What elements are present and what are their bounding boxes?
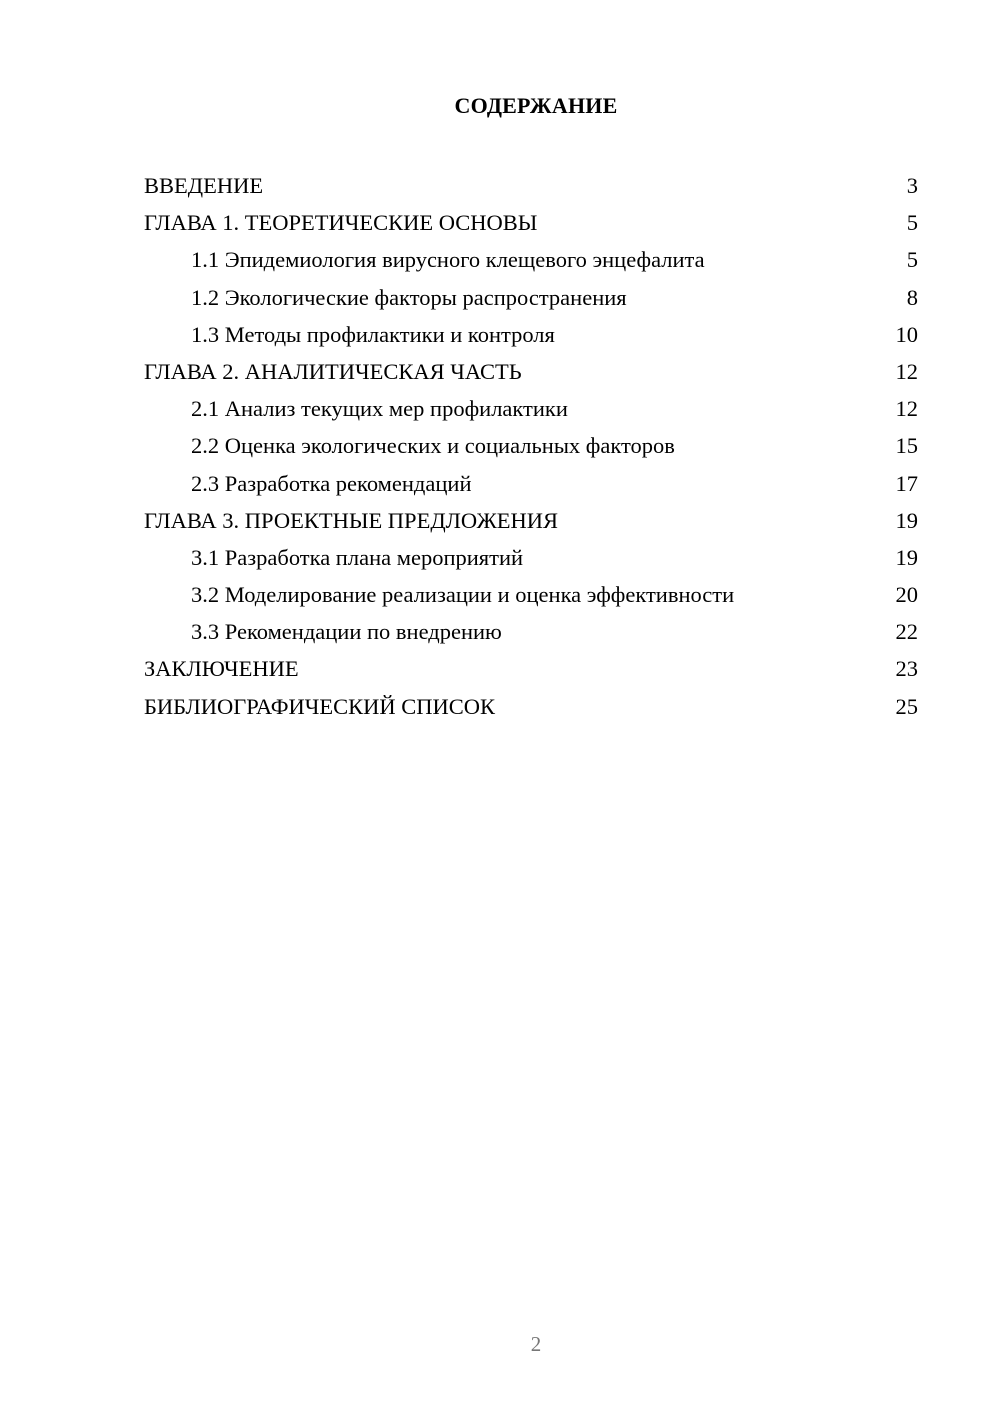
toc-entry-section-3-1[interactable] [144, 539, 918, 576]
toc-entry-section-3-2[interactable] [144, 576, 918, 613]
toc-entry-title: 1.2 Экологические факторы распространения [191, 284, 627, 310]
toc-entry-section-2-1[interactable] [144, 390, 918, 427]
toc-entry-page: 10 [895, 321, 918, 347]
toc-entry-page: 3 [906, 173, 918, 198]
toc-entry-page: 8 [906, 284, 918, 310]
toc-entry-page: 12 [895, 358, 918, 384]
toc-entry-title: 3.3 Рекомендации по внедрению [191, 619, 502, 645]
toc-entry-section-1-1[interactable] [144, 241, 918, 278]
toc-entry-title: 2.3 Разработка рекомендаций [191, 470, 472, 496]
toc-entry-page: 5 [906, 247, 918, 273]
toc-entry-section-2-2[interactable] [144, 427, 918, 464]
toc-entry-title: ГЛАВА 3. ПРОЕКТНЫЕ ПРЕДЛОЖЕНИЯ [144, 507, 559, 533]
toc-entry-title: 3.2 Моделирование реализации и оценка эффективности [191, 582, 735, 608]
toc-entry-title: БИБЛИОГРАФИЧЕСКИЙ СПИСОК [144, 693, 496, 719]
toc-heading: СОДЕРЖАНИЕ [454, 93, 618, 118]
toc-entry-chapter-3[interactable] [144, 502, 918, 539]
toc-entry-bibliography[interactable] [144, 688, 918, 725]
table-of-contents [144, 167, 918, 725]
toc-entry-page: 17 [895, 470, 918, 496]
toc-entry-title: 1.1 Эпидемиология вирусного клещевого энцефалита [191, 247, 705, 273]
page-number: 2 [530, 1332, 542, 1356]
toc-entry-section-1-3[interactable] [144, 316, 918, 353]
toc-entry-title: 2.2 Оценка экологических и социальных факторов [191, 433, 675, 459]
toc-entry-title: ЗАКЛЮЧЕНИЕ [144, 656, 299, 682]
toc-entry-page: 5 [906, 210, 918, 236]
toc-entry-title: 2.1 Анализ текущих мер профилактики [191, 396, 568, 422]
toc-entry-section-1-2[interactable] [144, 279, 918, 316]
toc-entry-title: ВВЕДЕНИЕ [144, 173, 264, 198]
toc-entry-chapter-2[interactable] [144, 353, 918, 390]
toc-entry-page: 20 [895, 582, 918, 608]
toc-entry-page: 23 [895, 656, 918, 682]
toc-entry-title: 3.1 Разработка плана мероприятий [191, 544, 524, 570]
toc-entry-chapter-1[interactable] [144, 204, 918, 241]
toc-entry-page: 15 [895, 433, 918, 459]
toc-entry-conclusion[interactable] [144, 650, 918, 687]
toc-entry-introduction[interactable] [144, 167, 918, 204]
toc-entry-title: 1.3 Методы профилактики и контроля [191, 321, 555, 347]
toc-entry-page: 12 [895, 396, 918, 422]
toc-entry-title: ГЛАВА 1. ТЕОРЕТИЧЕСКИЕ ОСНОВЫ [144, 210, 538, 236]
toc-entry-title: ГЛАВА 2. АНАЛИТИЧЕСКАЯ ЧАСТЬ [144, 358, 522, 384]
toc-entry-page: 22 [895, 619, 918, 645]
toc-entry-section-2-3[interactable] [144, 465, 918, 502]
toc-entry-section-3-3[interactable] [144, 613, 918, 650]
toc-entry-page: 25 [895, 693, 918, 719]
toc-entry-page: 19 [895, 544, 918, 570]
toc-entry-page: 19 [895, 507, 918, 533]
